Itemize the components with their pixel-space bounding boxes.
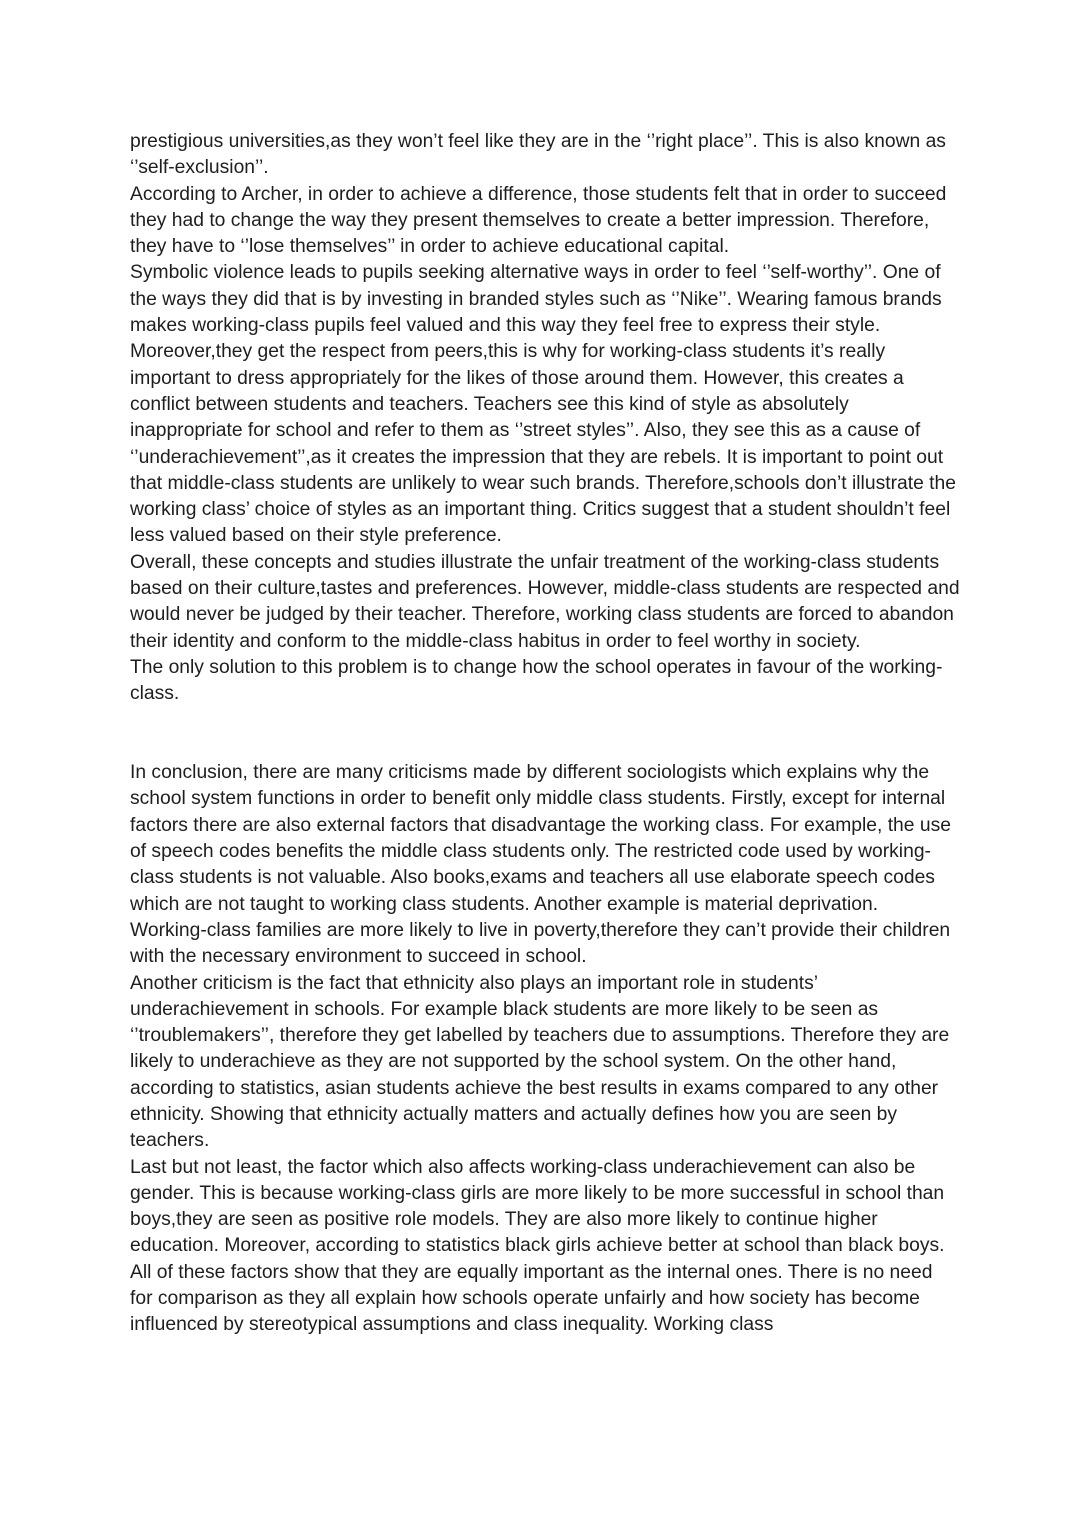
- conclusion-section: [130, 760, 960, 1339]
- paragraph-overall: Overall, these concepts and studies illustrate the unfair treatment of the working-class students based on their culture,tastes and preferences. However, middle-class students are respected and would never be judged by their teacher. Therefore, working class students are forced to abandon their identity and conform to the middle-class habitus in order to feel worthy in society.: [130, 551, 960, 652]
- paragraph-factors: All of these factors show that they are equally important as the internal ones. There is no need for comparison as they all explain how schools operate unfairly and how society has become influenced by stereotypical assumptions and class inequality. Working class: [130, 1261, 933, 1336]
- paragraph-gender: Last but not least, the factor which also affects working-class underachievement can also be gender. This is because working-class girls are more likely to be more successful in school than boys,they are seen as positive role models. They are also more likely to continue higher education. Moreover, according to statistics black girls achieve better at school than black boys.: [130, 1156, 945, 1257]
- section-gap: [130, 708, 960, 761]
- body-section-archer: [130, 129, 960, 708]
- paragraph-self-exclusion: prestigious universities,as they won’t feel like they are in the ‘’right place’’. This is also known as ‘’self-exclusion’’.: [130, 131, 946, 179]
- paragraph-conclusion: In conclusion, there are many criticisms made by different sociologists which explains why the school system functions in order to benefit only middle class students. Firstly, except for internal factors there are also external factors that disadvantage the working class. For example, the use of speech codes benefits the middle class students only. The restricted code used by working-class students is not valuable. Also books,exams and teachers all use elaborate speech codes which are not taught to working class students. Another example is material deprivation. Working-class families are more likely to live in poverty,therefore they can’t provide their children with the necessary environment to succeed in school.: [130, 762, 951, 968]
- paragraph-archer: According to Archer, in order to achieve a difference, those students felt that in order to succeed they had to change the way they present themselves to create a better impression. Therefore, they have to ‘’lose themselves’’ in order to achieve educational capital.: [130, 183, 947, 258]
- document-page: [130, 129, 960, 1339]
- paragraph-symbolic-violence: Symbolic violence leads to pupils seeking alternative ways in order to feel ‘’self-worthy’’. One of the ways they did that is by investing in branded styles such as ‘’Nike’’. Wearing famous brands makes working-class pupils feel valued and this way they feel free to express their style. Moreover,they get the respect from peers,this is why for working-class students it’s really important to dress appropriately for the likes of those around them. However, this creates a conflict between students and teachers. Teachers see this kind of style as absolutely inappropriate for school and refer to them as ‘’street styles’’. Also, they see this as a cause of ‘’underachievement’’,as it creates the impression that they are rebels. It is important to point out that middle-class students are unlikely to wear such brands. Therefore,schools don’t illustrate the working class’ choice of styles as an important thing. Critics suggest that a student shouldn’t feel less valued based on their style preference.: [130, 262, 956, 547]
- paragraph-solution: The only solution to this problem is to change how the school operates in favour of the working-class.: [130, 656, 943, 705]
- paragraph-ethnicity: Another criticism is the fact that ethnicity also plays an important role in students’ underachievement in schools. For example black students are more likely to be seen as ‘’troublemakers’’, therefore they get labelled by teachers due to assumptions. Therefore they are likely to underachieve as they are not supported by the school system. On the other hand, according to statistics, asian students achieve the best results in exams compared to any other ethnicity. Showing that ethnicity actually matters and actually defines how you are seen by teachers.: [130, 972, 950, 1152]
